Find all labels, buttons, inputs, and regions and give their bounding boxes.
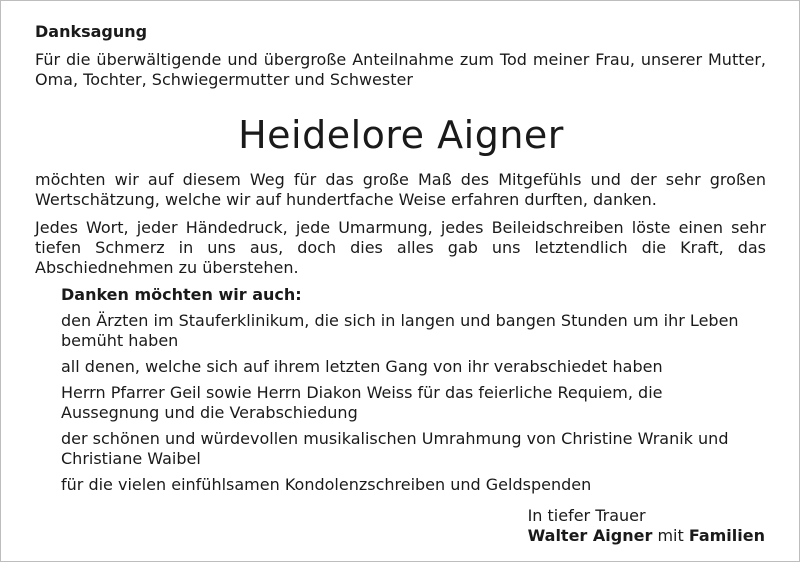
thanks-item: all denen, welche sich auf ihrem letzten Gang von ihr verabschiedet haben (61, 357, 663, 376)
thanks-list (61, 311, 741, 501)
intro-paragraph: Für die überwältigende und übergroße Anteilnahme zum Tod meiner Frau, unserer Mutter, Oma, Tochter, Schwiegermutter und Schwester (35, 50, 766, 89)
closing-block (528, 506, 765, 546)
deceased-name: Heidelore Aigner (238, 113, 564, 157)
thanks-item: den Ärzten im Stauferklinikum, die sich in langen und bangen Stunden um ihr Leben bemüht haben (61, 311, 739, 350)
signature-line (528, 526, 765, 546)
signer-connector: mit (657, 526, 684, 545)
signer-name: Walter Aigner (527, 526, 653, 545)
signer-family: Familien (688, 526, 765, 545)
thanks-item: der schönen und würdevollen musikalischen Umrahmung von Christine Wranik und Christiane Waibel (61, 429, 729, 468)
notice-heading: Danksagung (35, 22, 148, 41)
closing-phrase: In tiefer Trauer (527, 506, 646, 525)
thanks-paragraph: möchten wir auf diesem Weg für das große Maß des Mitgefühls und der sehr großen Wertschätzung, welche wir auf hundertfache Weise erfahren durften, danken. (35, 170, 766, 209)
thanks-item: für die vielen einfühlsamen Kondolenzschreiben und Geldspenden (61, 475, 592, 494)
thanks-item: Herrn Pfarrer Geil sowie Herrn Diakon Weiss für das feierliche Requiem, die Aussegnung und die Verabschiedung (61, 383, 663, 422)
thanks-list-heading: Danken möchten wir auch: (61, 285, 302, 304)
grief-paragraph: Jedes Wort, jeder Händedruck, jede Umarmung, jedes Beileidschreiben löste einen sehr tiefen Schmerz in uns aus, doch dies alles gab uns letztendlich die Kraft, das Abschiednehmen zu überstehen. (35, 218, 766, 277)
